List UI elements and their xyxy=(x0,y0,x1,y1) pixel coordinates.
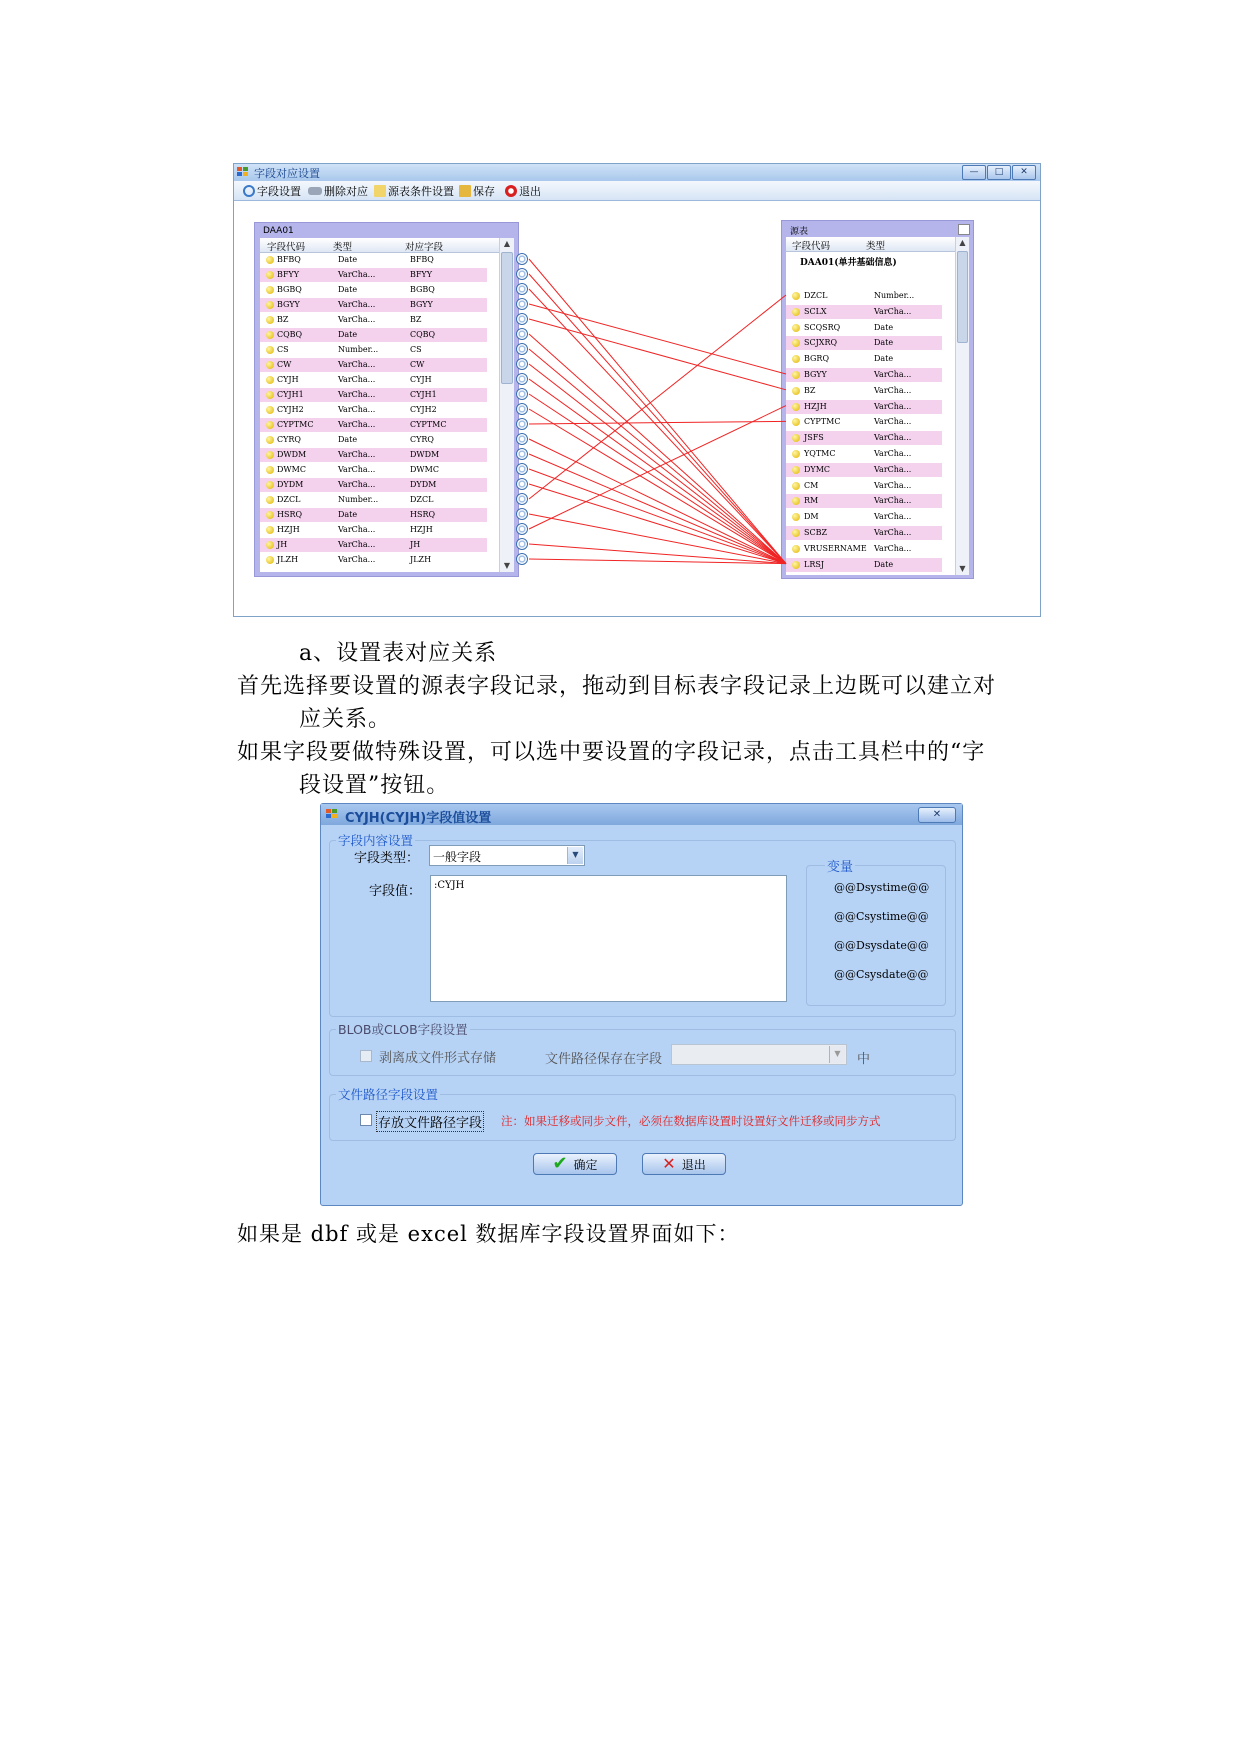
cell-map: BZ xyxy=(410,315,422,324)
group-row[interactable]: DAA01(单井基础信息) xyxy=(800,258,897,268)
exit-button[interactable]: ✕ 退出 xyxy=(642,1153,726,1175)
cell-type: VarCha... xyxy=(338,270,376,279)
cell-map: BGBQ xyxy=(410,285,435,294)
cell-map: BFYY xyxy=(410,270,432,279)
cell-type: VarCha... xyxy=(338,480,376,489)
cell-map: CYJH2 xyxy=(410,405,437,414)
cell-code: RM xyxy=(804,496,819,506)
mapping-line xyxy=(529,259,786,564)
chevron-down-icon[interactable]: ▼ xyxy=(829,1046,845,1063)
cell-code: JH xyxy=(277,540,288,549)
cell-type: VarCha... xyxy=(338,375,376,384)
cell-type: VarCha... xyxy=(338,525,376,534)
cell-type: VarCha... xyxy=(338,405,376,414)
cell-code: SCLX xyxy=(804,306,827,316)
mapping-line xyxy=(529,349,786,564)
cell-code: JSFS xyxy=(804,433,824,443)
zhong-label: 中 xyxy=(857,1052,871,1067)
mapping-line xyxy=(529,469,786,564)
cell-code: BGYY xyxy=(804,370,827,379)
cell-code: DM xyxy=(804,512,819,522)
cell-type: Date xyxy=(874,338,894,348)
cell-type: VarCha... xyxy=(874,370,912,379)
cell-code: CYJH xyxy=(277,375,299,384)
cell-code: CYRQ xyxy=(277,435,301,444)
cell-map: CS xyxy=(410,345,422,354)
cell-map: CQBQ xyxy=(410,330,436,339)
cell-code: BZ xyxy=(804,385,816,395)
cell-type: Date xyxy=(874,559,894,569)
cell-type: VarCha... xyxy=(338,540,376,549)
cell-type: VarCha... xyxy=(338,315,376,324)
cell-code: SCQSRQ xyxy=(804,322,841,332)
dialog-title: CYJH(CYJH)字段值设置 xyxy=(345,811,492,826)
mapping-line xyxy=(529,334,786,564)
cell-type: VarCha... xyxy=(874,306,912,316)
cell-map: JLZH xyxy=(410,555,432,564)
col-header-code[interactable]: 字段代码 xyxy=(792,241,831,252)
cell-map: DWDM xyxy=(410,450,440,459)
cell-code: HSRQ xyxy=(277,510,303,519)
title-bar xyxy=(321,804,962,825)
cell-type: Number... xyxy=(338,345,379,354)
var-dsysdate[interactable]: @@Dsysdate@@ xyxy=(834,939,929,952)
cell-code: VRUSERNAME xyxy=(804,543,867,553)
cell-code: DWMC xyxy=(277,465,306,474)
cell-type: Date xyxy=(338,330,358,339)
paragraph-3: 如果是 dbf 或是 excel 数据库字段设置界面如下： xyxy=(237,1222,740,1246)
mapping-line xyxy=(529,559,786,564)
store-path-checkbox[interactable] xyxy=(360,1114,372,1126)
col-header-map[interactable]: 对应字段 xyxy=(405,242,444,253)
cell-map: BGYY xyxy=(410,300,433,309)
cell-map: DZCL xyxy=(410,495,434,504)
cell-type: VarCha... xyxy=(874,543,912,553)
col-header-type[interactable]: 类型 xyxy=(333,242,353,253)
scroll-down-icon[interactable]: ▼ xyxy=(959,564,966,573)
mapping-lines xyxy=(234,164,1042,618)
mapping-line xyxy=(529,514,786,564)
cell-map: DWMC xyxy=(410,465,439,474)
cell-code: DZCL xyxy=(804,291,828,300)
field-type-select[interactable]: 一般字段 ▼ xyxy=(429,845,585,866)
cell-code: BGBQ xyxy=(277,285,302,294)
cell-code: HZJH xyxy=(277,525,300,534)
cell-code: CW xyxy=(277,360,292,369)
cell-map: HSRQ xyxy=(410,510,436,519)
cell-code: BFBQ xyxy=(277,255,301,264)
strip-file-label: 剥离成文件形式存储 xyxy=(379,1051,497,1066)
cell-code: BGRQ xyxy=(804,354,829,364)
col-header-type[interactable]: 类型 xyxy=(866,241,886,252)
cell-type: VarCha... xyxy=(338,390,376,399)
mapping-line xyxy=(529,409,786,564)
checkmark-icon: ✔ xyxy=(552,1153,568,1174)
note-text: 注：如果迁移或同步文件，必须在数据库设置时设置好文件迁移或同步方式 xyxy=(501,1114,881,1128)
cell-type: VarCha... xyxy=(874,464,912,474)
var-dsystime[interactable]: @@Dsystime@@ xyxy=(834,881,930,894)
cell-code: CYJH1 xyxy=(277,390,304,399)
cell-type: VarCha... xyxy=(874,433,912,443)
cell-code: LRSJ xyxy=(804,559,825,569)
cell-type: VarCha... xyxy=(874,385,912,395)
cell-type: VarCha... xyxy=(874,496,912,506)
cell-map: CYJH xyxy=(410,375,432,384)
source-condition-button[interactable]: 源表条件设置 xyxy=(374,184,454,198)
cell-type: Date xyxy=(874,322,894,332)
field-type-label: 字段类型： xyxy=(354,851,420,866)
cell-code: CQBQ xyxy=(277,330,303,339)
cell-map: DYDM xyxy=(410,480,437,489)
maximize-button[interactable]: □ xyxy=(987,165,1011,180)
panel-title: DAA01 xyxy=(263,226,294,236)
chevron-down-icon[interactable]: ▼ xyxy=(567,847,583,864)
field-mapping-window xyxy=(233,163,1041,617)
scroll-up-icon[interactable]: ▲ xyxy=(503,239,511,248)
cell-type: VarCha... xyxy=(874,449,912,458)
mapping-line xyxy=(529,289,786,564)
store-path-label: 存放文件路径字段 xyxy=(376,1111,484,1132)
cell-type: VarCha... xyxy=(338,555,376,564)
paragraph-2-line-1: 如果字段要做特殊设置，可以选中要设置的字段记录，点击工具栏中的“字 xyxy=(237,740,986,765)
cell-type: Number... xyxy=(338,495,379,504)
cell-type: VarCha... xyxy=(874,528,912,537)
cell-code: BZ xyxy=(277,315,289,324)
cell-code: BGYY xyxy=(277,300,300,309)
cell-type: VarCha... xyxy=(874,512,912,522)
cell-code: SCBZ xyxy=(804,528,828,537)
cell-type: VarCha... xyxy=(338,465,376,474)
mapping-line xyxy=(529,295,786,499)
mapping-line xyxy=(529,379,786,564)
cell-type: VarCha... xyxy=(338,300,376,309)
cell-map: CYJH1 xyxy=(410,390,437,399)
paragraph-2-line-2: 段设置”按钮。 xyxy=(299,773,450,798)
path-field-label: 文件路径保存在字段 xyxy=(545,1052,663,1067)
cell-type: VarCha... xyxy=(874,480,912,490)
app-icon xyxy=(326,809,337,819)
cell-code: HZJH xyxy=(804,401,827,411)
cell-type: VarCha... xyxy=(338,360,376,369)
cell-code: DYDM xyxy=(277,480,304,489)
group-title: BLOB或CLOB字段设置 xyxy=(338,1022,468,1037)
mapping-line xyxy=(529,439,786,564)
delete-mapping-button[interactable]: 删除对应 xyxy=(308,184,368,198)
cell-code: CM xyxy=(804,480,819,490)
variables-group xyxy=(806,856,946,1006)
cell-map: CYRQ xyxy=(410,435,434,444)
cell-type: VarCha... xyxy=(874,417,912,427)
cell-type: Date xyxy=(338,435,358,444)
mapping-line xyxy=(529,274,786,564)
cell-type: VarCha... xyxy=(874,401,912,411)
cell-map: CYPTMC xyxy=(410,420,447,429)
field-value-label: 字段值： xyxy=(369,884,422,899)
cell-code: DWDM xyxy=(277,450,307,459)
mapping-line xyxy=(529,484,786,564)
path-field-select[interactable] xyxy=(671,1044,847,1065)
var-csystime[interactable]: @@Csystime@@ xyxy=(834,910,929,923)
ok-button[interactable]: ✔ 确定 xyxy=(533,1153,617,1175)
cell-type: VarCha... xyxy=(338,450,376,459)
cell-code: CYJH2 xyxy=(277,405,304,414)
cell-code: CYPTMC xyxy=(277,420,314,429)
strip-file-checkbox[interactable] xyxy=(360,1050,372,1062)
scroll-up-icon[interactable]: ▲ xyxy=(959,238,966,247)
group-title: 字段内容设置 xyxy=(338,833,414,848)
cell-code: DYMC xyxy=(804,464,831,474)
cell-code: CYPTMC xyxy=(804,417,841,427)
cell-map: CW xyxy=(410,360,425,369)
caption-a: a、设置表对应关系 xyxy=(299,641,498,666)
mapping-line xyxy=(529,304,786,374)
cell-type: Number... xyxy=(874,291,915,300)
exit-button[interactable]: 退出 xyxy=(505,184,541,198)
save-button[interactable]: 保存 xyxy=(459,184,495,198)
cell-type: Date xyxy=(338,510,358,519)
group-title: 文件路径字段设置 xyxy=(338,1087,439,1102)
group-title: 变量 xyxy=(827,860,854,875)
cell-map: BFBQ xyxy=(410,255,434,264)
close-icon: ✕ xyxy=(662,1154,676,1173)
scroll-down-icon[interactable]: ▼ xyxy=(503,561,511,570)
mapping-line xyxy=(529,364,786,564)
close-button[interactable]: ✕ xyxy=(1012,165,1036,180)
field-value-dialog xyxy=(320,803,963,1206)
col-header-code[interactable]: 字段代码 xyxy=(267,242,306,253)
panel-title: 源表 xyxy=(790,227,809,237)
minimize-button[interactable]: — xyxy=(962,165,986,180)
cell-code: DZCL xyxy=(277,495,301,504)
cell-code: CS xyxy=(277,345,289,354)
field-value-input[interactable]: :CYJH xyxy=(430,875,787,1002)
paragraph-1-line-1: 首先选择要设置的源表字段记录，拖动到目标表字段记录上边既可以建立对 xyxy=(237,674,997,699)
mapping-line xyxy=(529,319,786,390)
var-csysdate[interactable]: @@Csysdate@@ xyxy=(834,968,929,981)
cell-type: Date xyxy=(338,285,358,294)
cell-map: JH xyxy=(410,540,421,549)
cell-type: Date xyxy=(874,354,894,364)
cell-code: BFYY xyxy=(277,270,299,279)
cell-type: Date xyxy=(338,255,358,264)
window-title: 字段对应设置 xyxy=(254,167,320,180)
cell-type: VarCha... xyxy=(338,420,376,429)
field-settings-button[interactable]: 字段设置 xyxy=(243,184,301,198)
cell-map: HZJH xyxy=(410,525,433,534)
cell-code: SCJXRQ xyxy=(804,338,838,348)
close-button[interactable]: ✕ xyxy=(918,807,956,823)
cell-code: YQTMC xyxy=(804,449,836,458)
cell-code: JLZH xyxy=(277,555,299,564)
paragraph-1-line-2: 应关系。 xyxy=(299,707,392,732)
